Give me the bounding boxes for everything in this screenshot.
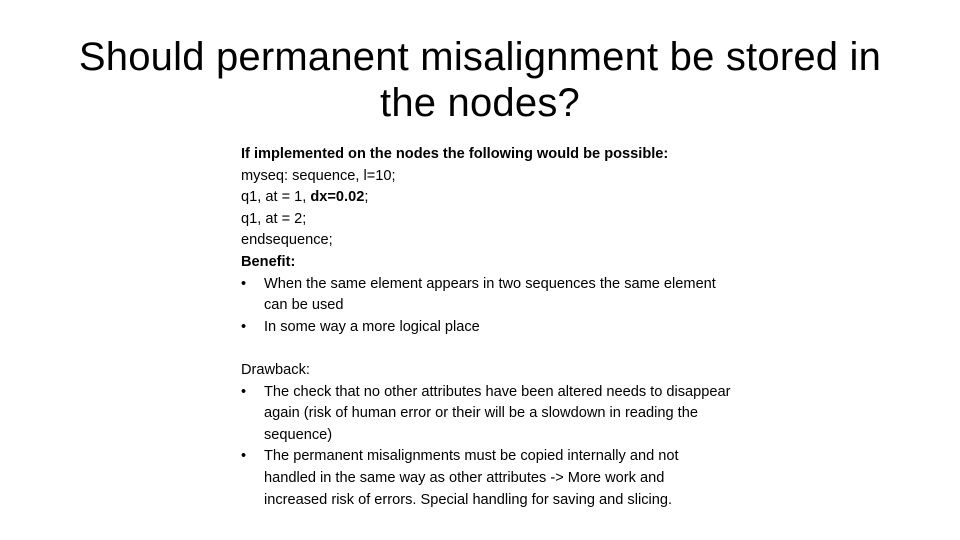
slide-title-line-2: the nodes? bbox=[380, 81, 580, 125]
benefit-item: • In some way a more logical place bbox=[241, 317, 731, 339]
code-line-3: q1, at = 2; bbox=[241, 210, 307, 227]
drawback-item: • The check that no other attributes have been altered needs to disappear again (risk of human error or their will be a slowdown in reading the sequence) bbox=[241, 382, 731, 447]
drawback-heading: Drawback: bbox=[241, 361, 310, 378]
code-line-2-prefix: q1, at = 1, bbox=[241, 189, 311, 206]
code-line-2-suffix: ; bbox=[364, 189, 369, 206]
drawback-list bbox=[241, 382, 731, 512]
slide-title-line-1: Should permanent misalignment be stored in bbox=[78, 35, 882, 79]
section-spacer bbox=[241, 338, 731, 360]
slide-body bbox=[241, 144, 731, 511]
benefit-heading: Benefit: bbox=[241, 253, 296, 270]
slide-title bbox=[40, 34, 920, 126]
code-line-2-bold: dx=0.02 bbox=[310, 189, 365, 206]
code-line-1: myseq: sequence, l=10; bbox=[241, 167, 396, 184]
code-line-4: endsequence; bbox=[241, 232, 333, 249]
drawback-item: • The permanent misalignments must be copied internally and not handled in the same way as other attributes -> More work and increased risk of errors. Special handling for saving and slicing. bbox=[241, 446, 731, 511]
benefit-item: • When the same element appears in two sequences the same element can be used bbox=[241, 274, 731, 317]
benefit-list bbox=[241, 274, 731, 339]
intro-heading: If implemented on the nodes the following would be possible: bbox=[241, 146, 669, 162]
code-line-2 bbox=[241, 187, 731, 209]
code-block bbox=[241, 166, 731, 252]
